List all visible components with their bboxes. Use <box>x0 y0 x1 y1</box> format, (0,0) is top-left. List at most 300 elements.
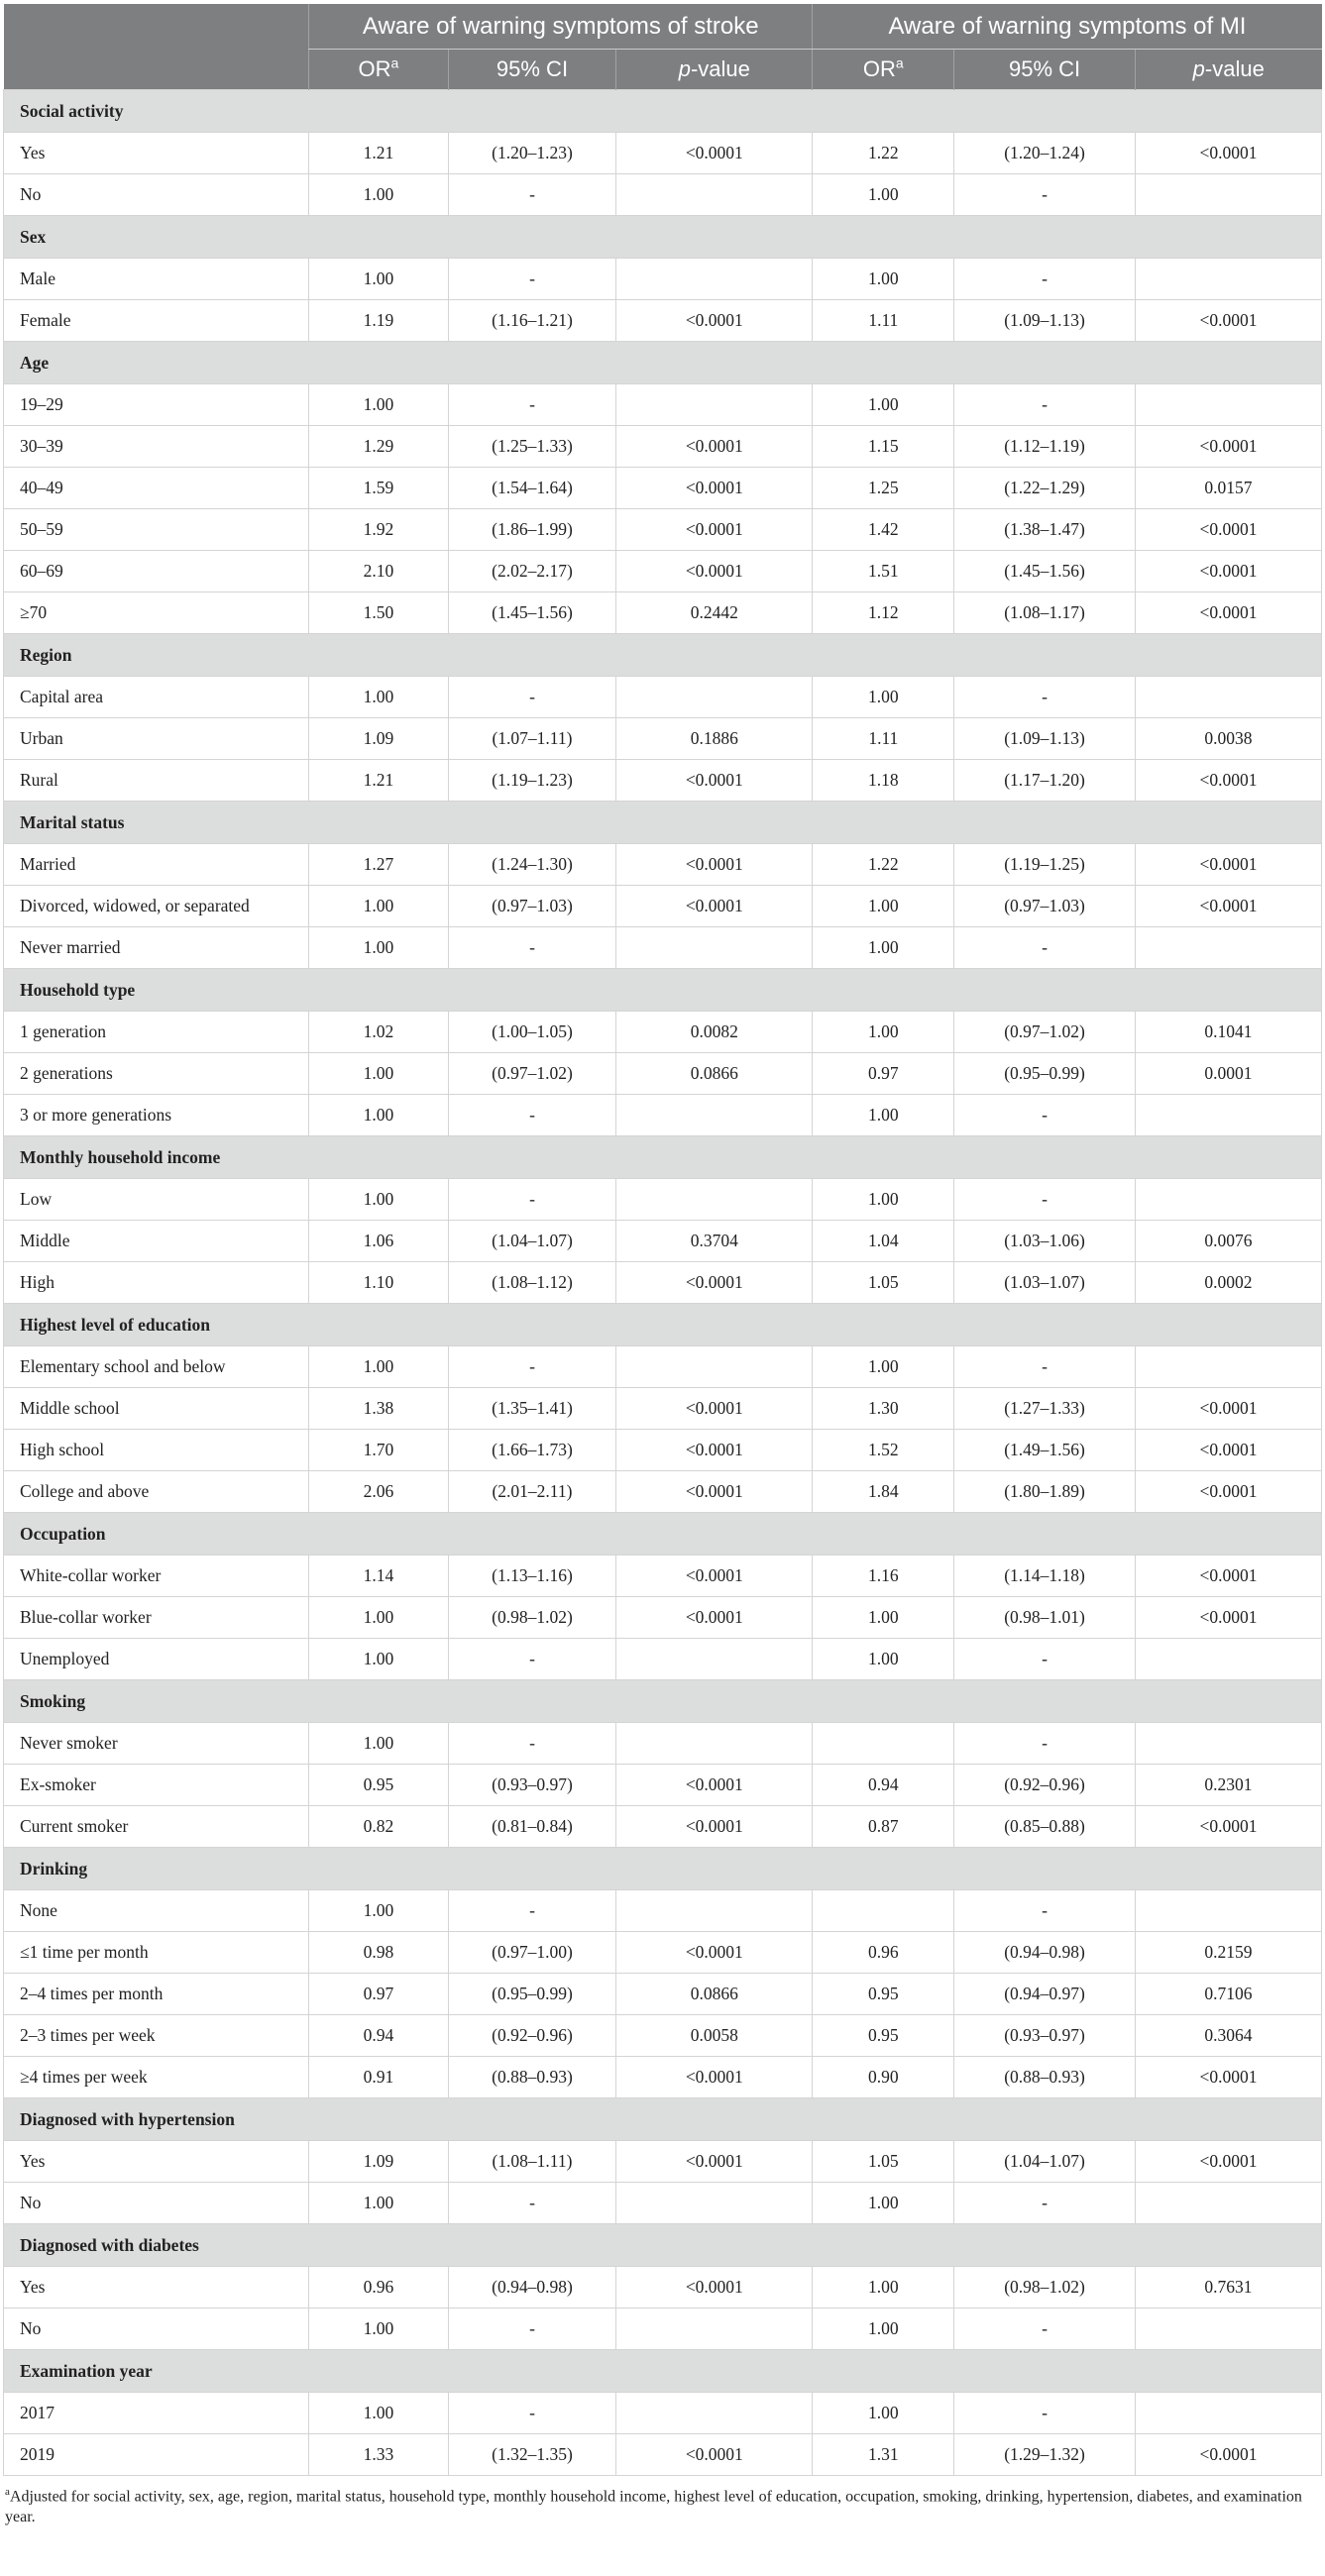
mi-p-value-cell <box>1135 1639 1321 1680</box>
stroke-ci-cell: (0.81–0.84) <box>448 1806 615 1848</box>
stroke-p-value-cell <box>616 2183 813 2224</box>
table-row <box>4 1179 1322 1221</box>
mi-p-value-cell <box>1135 677 1321 718</box>
row-label: 19–29 <box>4 384 309 426</box>
mi-ci-cell: (1.80–1.89) <box>954 1471 1136 1513</box>
category-row <box>4 342 1322 384</box>
table-row <box>4 2183 1322 2224</box>
mi-or-cell: 1.00 <box>813 886 954 927</box>
mi-or-cell: 0.95 <box>813 1974 954 2015</box>
mi-ci-cell: (1.17–1.20) <box>954 760 1136 802</box>
mi-ci-cell: (0.94–0.97) <box>954 1974 1136 2015</box>
stroke-p-value-cell <box>616 1723 813 1765</box>
stroke-or-cell: 1.09 <box>309 2141 449 2183</box>
stroke-p-value-cell: <0.0001 <box>616 1471 813 1513</box>
table-row <box>4 2267 1322 2308</box>
stroke-p-value-cell: <0.0001 <box>616 300 813 342</box>
category-title: Monthly household income <box>4 1136 1322 1179</box>
category-row <box>4 802 1322 844</box>
stroke-p-value-cell <box>616 2308 813 2350</box>
category-title: Social activity <box>4 90 1322 133</box>
mi-p-value-cell: 0.3064 <box>1135 2015 1321 2057</box>
table-row <box>4 509 1322 551</box>
stroke-or-cell: 1.06 <box>309 1221 449 1262</box>
row-label: 2–4 times per month <box>4 1974 309 2015</box>
table-row <box>4 468 1322 509</box>
stroke-ci-cell: - <box>448 1890 615 1932</box>
stroke-or-cell: 1.00 <box>309 1053 449 1095</box>
row-label: High <box>4 1262 309 1304</box>
row-label: Rural <box>4 760 309 802</box>
stroke-ci-cell: (1.54–1.64) <box>448 468 615 509</box>
mi-or-cell: 1.30 <box>813 1388 954 1430</box>
table-row <box>4 2308 1322 2350</box>
stroke-p-value-cell: <0.0001 <box>616 1556 813 1597</box>
stroke-p-value-cell: <0.0001 <box>616 2267 813 2308</box>
stroke-ci-cell: (1.04–1.07) <box>448 1221 615 1262</box>
stroke-ci-cell: - <box>448 1346 615 1388</box>
stroke-or-cell: 1.70 <box>309 1430 449 1471</box>
mi-p-value-cell <box>1135 2183 1321 2224</box>
header-or-stroke <box>309 50 449 90</box>
mi-p-value-cell: <0.0001 <box>1135 551 1321 592</box>
stroke-ci-cell: (1.19–1.23) <box>448 760 615 802</box>
mi-p-value-cell: <0.0001 <box>1135 1556 1321 1597</box>
table-row <box>4 1974 1322 2015</box>
stroke-or-cell: 1.00 <box>309 886 449 927</box>
mi-or-cell: 0.95 <box>813 2015 954 2057</box>
stroke-p-value-cell <box>616 677 813 718</box>
stroke-p-value-cell: 0.3704 <box>616 1221 813 1262</box>
mi-ci-cell: - <box>954 2183 1136 2224</box>
stroke-ci-cell: (1.86–1.99) <box>448 509 615 551</box>
stroke-or-cell: 1.59 <box>309 468 449 509</box>
mi-or-cell: 1.22 <box>813 133 954 174</box>
stroke-p-value-cell: <0.0001 <box>616 426 813 468</box>
category-title: Household type <box>4 969 1322 1012</box>
stroke-ci-cell: (0.97–1.02) <box>448 1053 615 1095</box>
footnote-text: Adjusted for social activity, sex, age, region, marital status, household type, monthly household income, highest level of education, occupation, smoking, drinking, hypertension, diabetes, and examination year. <box>5 2488 1302 2526</box>
mi-ci-cell: (0.94–0.98) <box>954 1932 1136 1974</box>
stroke-or-cell: 0.96 <box>309 2267 449 2308</box>
stroke-p-value-cell: <0.0001 <box>616 844 813 886</box>
mi-p-value-cell: <0.0001 <box>1135 426 1321 468</box>
stroke-or-cell: 1.02 <box>309 1012 449 1053</box>
mi-p-value-cell <box>1135 384 1321 426</box>
row-label: Never married <box>4 927 309 969</box>
mi-ci-cell: (1.12–1.19) <box>954 426 1136 468</box>
category-title: Smoking <box>4 1680 1322 1723</box>
stroke-p-value-cell: <0.0001 <box>616 2057 813 2098</box>
mi-ci-cell: (0.85–0.88) <box>954 1806 1136 1848</box>
mi-p-value-cell: 0.0002 <box>1135 1262 1321 1304</box>
mi-or-cell: 1.15 <box>813 426 954 468</box>
mi-ci-cell: - <box>954 1890 1136 1932</box>
stroke-or-cell: 1.00 <box>309 2183 449 2224</box>
stroke-p-value-cell <box>616 259 813 300</box>
table-row <box>4 1597 1322 1639</box>
stroke-p-value-cell <box>616 174 813 216</box>
row-label: Elementary school and below <box>4 1346 309 1388</box>
stroke-or-cell: 1.14 <box>309 1556 449 1597</box>
mi-or-cell: 1.00 <box>813 174 954 216</box>
table-row <box>4 426 1322 468</box>
stroke-p-value-cell: <0.0001 <box>616 1765 813 1806</box>
row-label: ≥4 times per week <box>4 2057 309 2098</box>
mi-ci-cell: (1.49–1.56) <box>954 1430 1136 1471</box>
stroke-ci-cell: (1.24–1.30) <box>448 844 615 886</box>
row-label: No <box>4 2308 309 2350</box>
mi-or-cell: 1.04 <box>813 1221 954 1262</box>
stroke-p-value-cell: 0.0866 <box>616 1053 813 1095</box>
stroke-ci-cell: (0.92–0.96) <box>448 2015 615 2057</box>
mi-ci-cell: - <box>954 1095 1136 1136</box>
category-row <box>4 216 1322 259</box>
mi-ci-cell: - <box>954 677 1136 718</box>
table-row <box>4 1556 1322 1597</box>
stroke-or-cell: 1.19 <box>309 300 449 342</box>
category-title: Examination year <box>4 2350 1322 2393</box>
stroke-ci-cell: - <box>448 1179 615 1221</box>
mi-or-cell: 1.05 <box>813 1262 954 1304</box>
mi-p-value-cell: <0.0001 <box>1135 1471 1321 1513</box>
stroke-p-value-cell <box>616 1639 813 1680</box>
stroke-or-cell: 1.21 <box>309 760 449 802</box>
table-row <box>4 1095 1322 1136</box>
category-row <box>4 1136 1322 1179</box>
mi-or-cell: 1.05 <box>813 2141 954 2183</box>
stroke-p-value-cell <box>616 927 813 969</box>
stroke-ci-cell: - <box>448 677 615 718</box>
p-rest: -value <box>690 56 750 81</box>
stroke-or-cell: 1.27 <box>309 844 449 886</box>
mi-ci-cell: (1.45–1.56) <box>954 551 1136 592</box>
category-row <box>4 1848 1322 1890</box>
mi-ci-cell: - <box>954 2308 1136 2350</box>
mi-or-cell: 1.00 <box>813 927 954 969</box>
table-body <box>4 90 1322 2476</box>
mi-or-cell: 1.00 <box>813 2308 954 2350</box>
stroke-ci-cell: (2.02–2.17) <box>448 551 615 592</box>
row-label: 3 or more generations <box>4 1095 309 1136</box>
stroke-ci-cell: (0.93–0.97) <box>448 1765 615 1806</box>
mi-ci-cell: (0.98–1.02) <box>954 2267 1136 2308</box>
mi-ci-cell: - <box>954 174 1136 216</box>
row-label: 2017 <box>4 2393 309 2434</box>
mi-p-value-cell: 0.2159 <box>1135 1932 1321 1974</box>
category-row <box>4 2350 1322 2393</box>
category-row <box>4 969 1322 1012</box>
mi-or-cell: 0.87 <box>813 1806 954 1848</box>
mi-or-cell: 1.42 <box>813 509 954 551</box>
stroke-p-value-cell: <0.0001 <box>616 468 813 509</box>
stroke-p-value-cell: <0.0001 <box>616 1597 813 1639</box>
table-row <box>4 844 1322 886</box>
table-row <box>4 1430 1322 1471</box>
table-header <box>4 4 1322 90</box>
row-label: 1 generation <box>4 1012 309 1053</box>
stroke-or-cell: 1.00 <box>309 677 449 718</box>
mi-p-value-cell: <0.0001 <box>1135 1430 1321 1471</box>
category-title: Sex <box>4 216 1322 259</box>
stroke-p-value-cell: <0.0001 <box>616 1430 813 1471</box>
table-row <box>4 1053 1322 1095</box>
row-label: 2 generations <box>4 1053 309 1095</box>
p-italic: p <box>1192 56 1205 81</box>
table-row <box>4 1806 1322 1848</box>
stroke-or-cell: 1.09 <box>309 718 449 760</box>
or-superscript: a <box>895 54 904 71</box>
category-title: Age <box>4 342 1322 384</box>
row-label: White-collar worker <box>4 1556 309 1597</box>
mi-ci-cell: (0.95–0.99) <box>954 1053 1136 1095</box>
mi-p-value-cell: <0.0001 <box>1135 1806 1321 1848</box>
mi-p-value-cell <box>1135 1179 1321 1221</box>
table-row <box>4 1346 1322 1388</box>
stroke-ci-cell: (0.94–0.98) <box>448 2267 615 2308</box>
mi-p-value-cell <box>1135 2393 1321 2434</box>
stroke-p-value-cell: <0.0001 <box>616 2434 813 2476</box>
mi-ci-cell: - <box>954 1346 1136 1388</box>
mi-or-cell: 1.00 <box>813 1639 954 1680</box>
row-label: Unemployed <box>4 1639 309 1680</box>
table-row <box>4 760 1322 802</box>
mi-p-value-cell: 0.1041 <box>1135 1012 1321 1053</box>
category-row <box>4 90 1322 133</box>
table-row <box>4 2057 1322 2098</box>
mi-ci-cell: (1.03–1.07) <box>954 1262 1136 1304</box>
stroke-ci-cell: (1.08–1.12) <box>448 1262 615 1304</box>
category-row <box>4 1680 1322 1723</box>
category-title: Region <box>4 634 1322 677</box>
stroke-p-value-cell <box>616 384 813 426</box>
table-row <box>4 677 1322 718</box>
p-italic: p <box>678 56 691 81</box>
table-row <box>4 1471 1322 1513</box>
row-label: Current smoker <box>4 1806 309 1848</box>
mi-ci-cell: - <box>954 1723 1136 1765</box>
row-label: 2019 <box>4 2434 309 2476</box>
stroke-ci-cell: (1.08–1.11) <box>448 2141 615 2183</box>
row-label: 2–3 times per week <box>4 2015 309 2057</box>
stroke-p-value-cell: 0.0082 <box>616 1012 813 1053</box>
header-or-mi <box>813 50 954 90</box>
table-row <box>4 384 1322 426</box>
mi-p-value-cell: <0.0001 <box>1135 509 1321 551</box>
row-label: 30–39 <box>4 426 309 468</box>
stroke-or-cell: 1.10 <box>309 1262 449 1304</box>
table-row <box>4 1262 1322 1304</box>
stroke-or-cell: 0.95 <box>309 1765 449 1806</box>
mi-or-cell: 1.00 <box>813 2183 954 2224</box>
mi-p-value-cell: <0.0001 <box>1135 886 1321 927</box>
mi-p-value-cell <box>1135 1095 1321 1136</box>
stroke-ci-cell: - <box>448 174 615 216</box>
stroke-or-cell: 2.10 <box>309 551 449 592</box>
stroke-p-value-cell <box>616 1179 813 1221</box>
stroke-or-cell: 1.00 <box>309 1179 449 1221</box>
mi-or-cell: 1.84 <box>813 1471 954 1513</box>
stroke-p-value-cell: <0.0001 <box>616 1388 813 1430</box>
or-label: OR <box>862 56 896 81</box>
mi-ci-cell: (1.03–1.06) <box>954 1221 1136 1262</box>
row-label: High school <box>4 1430 309 1471</box>
stroke-or-cell: 1.00 <box>309 1890 449 1932</box>
table-row <box>4 2434 1322 2476</box>
mi-or-cell: 0.97 <box>813 1053 954 1095</box>
stroke-ci-cell: (0.95–0.99) <box>448 1974 615 2015</box>
header-ci-mi: 95% CI <box>954 50 1136 90</box>
row-label: Divorced, widowed, or separated <box>4 886 309 927</box>
row-label: 50–59 <box>4 509 309 551</box>
mi-p-value-cell: <0.0001 <box>1135 760 1321 802</box>
stroke-or-cell: 1.00 <box>309 1723 449 1765</box>
stroke-or-cell: 1.00 <box>309 1639 449 1680</box>
row-label: Ex-smoker <box>4 1765 309 1806</box>
mi-ci-cell: - <box>954 259 1136 300</box>
category-row <box>4 634 1322 677</box>
stroke-or-cell: 1.50 <box>309 592 449 634</box>
stroke-or-cell: 0.94 <box>309 2015 449 2057</box>
mi-or-cell: 1.25 <box>813 468 954 509</box>
row-label: None <box>4 1890 309 1932</box>
category-row <box>4 1513 1322 1556</box>
stroke-p-value-cell <box>616 1095 813 1136</box>
stroke-or-cell: 1.00 <box>309 1346 449 1388</box>
mi-or-cell: 1.12 <box>813 592 954 634</box>
stroke-ci-cell: (2.01–2.11) <box>448 1471 615 1513</box>
stroke-ci-cell: (1.07–1.11) <box>448 718 615 760</box>
mi-ci-cell: - <box>954 927 1136 969</box>
stroke-or-cell: 1.00 <box>309 2393 449 2434</box>
mi-or-cell: 1.00 <box>813 677 954 718</box>
mi-ci-cell: (1.19–1.25) <box>954 844 1136 886</box>
mi-p-value-cell: <0.0001 <box>1135 300 1321 342</box>
stroke-p-value-cell: <0.0001 <box>616 1806 813 1848</box>
mi-or-cell: 1.22 <box>813 844 954 886</box>
stroke-or-cell: 1.00 <box>309 259 449 300</box>
table-row <box>4 1012 1322 1053</box>
mi-or-cell: 1.11 <box>813 300 954 342</box>
stroke-p-value-cell <box>616 2393 813 2434</box>
stroke-ci-cell: - <box>448 1639 615 1680</box>
stroke-p-value-cell: <0.0001 <box>616 133 813 174</box>
stroke-ci-cell: - <box>448 1095 615 1136</box>
stroke-p-value-cell: 0.0866 <box>616 1974 813 2015</box>
table-row <box>4 886 1322 927</box>
mi-or-cell: 1.00 <box>813 1012 954 1053</box>
row-label: Low <box>4 1179 309 1221</box>
mi-p-value-cell: <0.0001 <box>1135 2434 1321 2476</box>
stroke-p-value-cell: 0.0058 <box>616 2015 813 2057</box>
mi-p-value-cell: 0.7631 <box>1135 2267 1321 2308</box>
mi-ci-cell: (1.38–1.47) <box>954 509 1136 551</box>
stroke-ci-cell: (1.25–1.33) <box>448 426 615 468</box>
footnote <box>3 2476 1322 2527</box>
header-blank-2 <box>4 50 309 90</box>
table-row <box>4 551 1322 592</box>
mi-or-cell: 1.16 <box>813 1556 954 1597</box>
mi-or-cell: 1.18 <box>813 760 954 802</box>
mi-or-cell: 0.94 <box>813 1765 954 1806</box>
mi-ci-cell: - <box>954 1639 1136 1680</box>
table-row <box>4 2015 1322 2057</box>
mi-or-cell: 0.90 <box>813 2057 954 2098</box>
mi-or-cell: 1.00 <box>813 384 954 426</box>
stroke-p-value-cell <box>616 1346 813 1388</box>
row-label: 60–69 <box>4 551 309 592</box>
stroke-or-cell: 1.21 <box>309 133 449 174</box>
mi-or-cell <box>813 1723 954 1765</box>
stroke-ci-cell: (0.98–1.02) <box>448 1597 615 1639</box>
category-title: Diagnosed with hypertension <box>4 2098 1322 2141</box>
stroke-or-cell: 1.92 <box>309 509 449 551</box>
mi-p-value-cell: 0.7106 <box>1135 1974 1321 2015</box>
mi-p-value-cell: 0.0076 <box>1135 1221 1321 1262</box>
row-label: Yes <box>4 2267 309 2308</box>
row-label: ≤1 time per month <box>4 1932 309 1974</box>
mi-ci-cell: (1.09–1.13) <box>954 300 1136 342</box>
stroke-ci-cell: (1.35–1.41) <box>448 1388 615 1430</box>
mi-ci-cell: (1.29–1.32) <box>954 2434 1136 2476</box>
stroke-p-value-cell <box>616 1890 813 1932</box>
stroke-or-cell: 1.29 <box>309 426 449 468</box>
table-row <box>4 1890 1322 1932</box>
mi-ci-cell: (0.93–0.97) <box>954 2015 1136 2057</box>
row-label: Female <box>4 300 309 342</box>
mi-p-value-cell <box>1135 1723 1321 1765</box>
mi-p-value-cell <box>1135 2308 1321 2350</box>
mi-ci-cell: (0.97–1.03) <box>954 886 1136 927</box>
stroke-p-value-cell: <0.0001 <box>616 551 813 592</box>
mi-or-cell: 1.31 <box>813 2434 954 2476</box>
mi-or-cell: 1.00 <box>813 2267 954 2308</box>
category-title: Highest level of education <box>4 1304 1322 1346</box>
table-row <box>4 300 1322 342</box>
stroke-or-cell: 1.00 <box>309 1095 449 1136</box>
footnote-marker: a <box>5 2486 10 2498</box>
mi-p-value-cell: <0.0001 <box>1135 1388 1321 1430</box>
row-label: No <box>4 2183 309 2224</box>
mi-p-value-cell: <0.0001 <box>1135 2141 1321 2183</box>
mi-p-value-cell: <0.0001 <box>1135 1597 1321 1639</box>
stroke-or-cell: 0.82 <box>309 1806 449 1848</box>
stroke-ci-cell: - <box>448 259 615 300</box>
mi-or-cell: 1.00 <box>813 1179 954 1221</box>
odds-ratio-table <box>3 4 1322 2476</box>
stroke-p-value-cell: <0.0001 <box>616 1262 813 1304</box>
table-row <box>4 1639 1322 1680</box>
header-p-stroke <box>616 50 813 90</box>
stroke-ci-cell: (1.00–1.05) <box>448 1012 615 1053</box>
table-row <box>4 1221 1322 1262</box>
stroke-ci-cell: - <box>448 2308 615 2350</box>
mi-p-value-cell <box>1135 927 1321 969</box>
mi-ci-cell: - <box>954 1179 1136 1221</box>
stroke-ci-cell: (0.97–1.00) <box>448 1932 615 1974</box>
mi-or-cell: 1.11 <box>813 718 954 760</box>
mi-ci-cell: (1.22–1.29) <box>954 468 1136 509</box>
header-group-mi: Aware of warning symptoms of MI <box>813 4 1322 50</box>
mi-or-cell: 1.00 <box>813 2393 954 2434</box>
category-title: Diagnosed with diabetes <box>4 2224 1322 2267</box>
category-title: Occupation <box>4 1513 1322 1556</box>
mi-p-value-cell: <0.0001 <box>1135 844 1321 886</box>
stroke-or-cell: 1.00 <box>309 384 449 426</box>
mi-or-cell: 1.00 <box>813 1095 954 1136</box>
stroke-p-value-cell: 0.1886 <box>616 718 813 760</box>
mi-or-cell: 1.52 <box>813 1430 954 1471</box>
